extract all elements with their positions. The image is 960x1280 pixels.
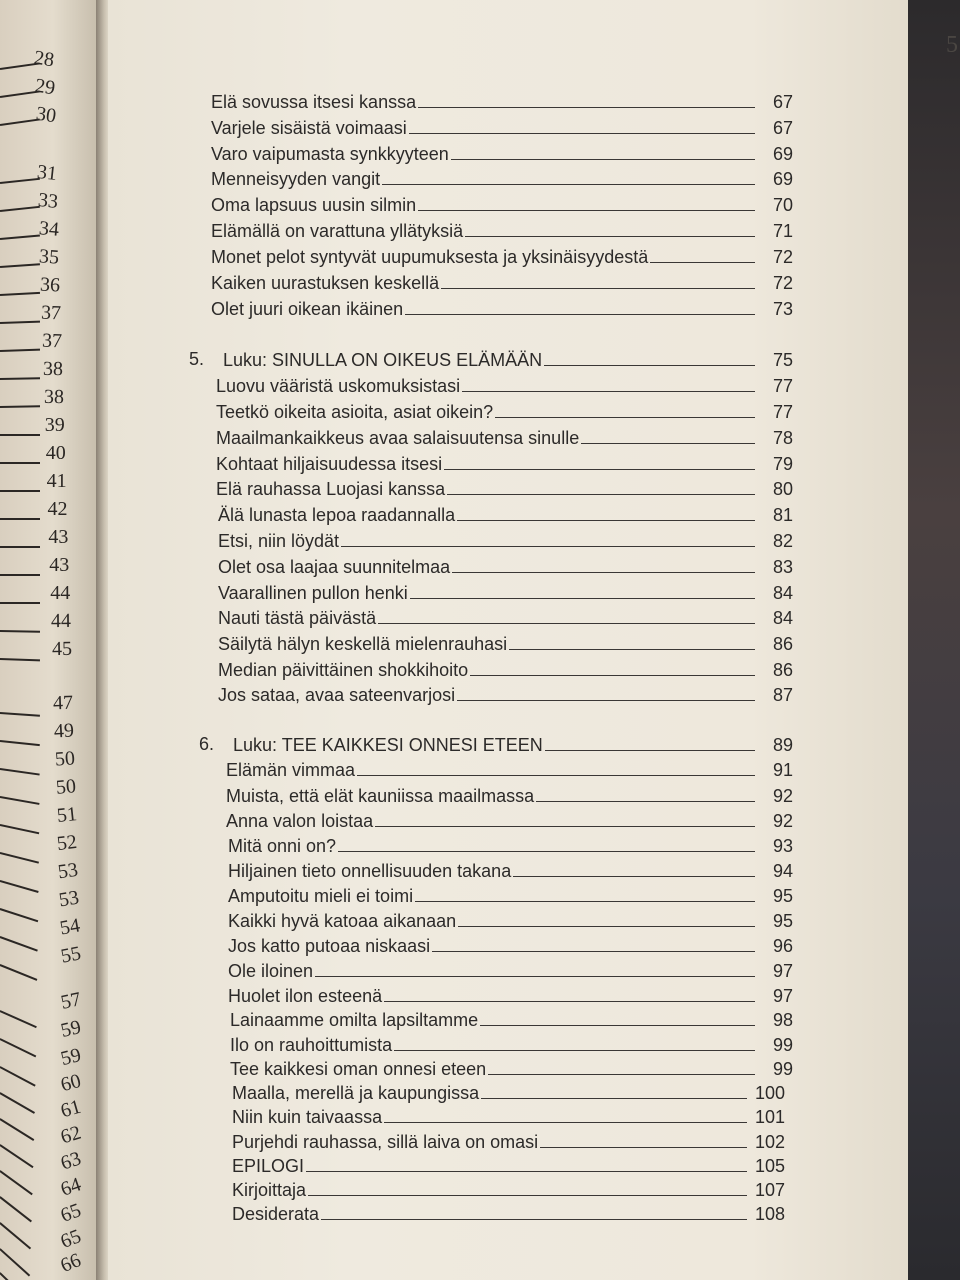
left-page-number: 28 — [32, 46, 56, 72]
leader-line — [415, 901, 755, 902]
toc-entry — [218, 525, 793, 551]
entry-page-number: 77 — [772, 376, 793, 396]
left-leader-line — [0, 321, 40, 324]
entry-page-number: 108 — [755, 1204, 786, 1224]
leader-line — [545, 750, 755, 751]
toc-entry — [216, 396, 793, 422]
left-leader-line — [0, 1118, 34, 1140]
left-page-number: 33 — [36, 189, 59, 213]
entry-page-number: 99 — [772, 1035, 793, 1055]
toc-entry — [211, 293, 793, 319]
left-leader-line — [0, 712, 40, 716]
left-page-number: 59 — [58, 1016, 84, 1042]
toc-entry — [232, 1198, 785, 1224]
entry-title: Elämän vimmaa — [226, 760, 356, 780]
leader-line — [341, 546, 755, 547]
left-leader-line — [0, 292, 40, 296]
entry-page-number: 82 — [772, 531, 793, 551]
entry-title: Kaikki hyvä katoaa aikanaan — [228, 911, 457, 931]
entry-page-number: 98 — [772, 1010, 793, 1030]
toc-entry — [211, 267, 793, 293]
entry-title: Jos sataa, avaa sateenvarjosi — [218, 685, 456, 705]
leader-line — [315, 976, 755, 977]
toc-chapter-entry — [189, 344, 793, 370]
toc-entry — [228, 980, 793, 1006]
left-leader-line — [0, 1144, 34, 1168]
left-leader-line — [0, 936, 38, 951]
leader-line — [513, 876, 755, 877]
entry-title: Amputoitu mieli ei toimi — [228, 886, 414, 906]
left-page-number: 51 — [55, 803, 78, 827]
leader-line — [357, 775, 755, 776]
left-page-number: 53 — [57, 886, 81, 912]
entry-title: Vaarallinen pullon henki — [218, 583, 408, 603]
entry-page-number: 102 — [755, 1132, 786, 1152]
left-leader-line — [0, 1170, 33, 1195]
leader-line — [544, 365, 755, 366]
entry-title: EPILOGI — [232, 1156, 305, 1176]
left-leader-line — [0, 658, 40, 661]
entry-page-number: 67 — [772, 92, 793, 112]
toc-entry — [226, 805, 793, 831]
left-leader-line — [0, 178, 40, 184]
left-page-number: 59 — [58, 1043, 84, 1071]
toc-entry — [228, 830, 793, 856]
toc-entry — [216, 448, 793, 474]
left-leader-line — [0, 824, 39, 834]
entry-page-number: 70 — [772, 195, 793, 215]
leader-line — [306, 1171, 747, 1172]
entry-title: Kirjoittaja — [232, 1180, 307, 1200]
left-leader-line — [0, 908, 38, 922]
toc-entry — [230, 1004, 793, 1030]
left-page-number: 35 — [38, 245, 61, 269]
toc-entry — [230, 1029, 793, 1055]
entry-title: Ole iloinen — [228, 961, 314, 981]
left-leader-line — [0, 1092, 35, 1113]
entry-title: Elä sovussa itsesi kanssa — [211, 92, 417, 112]
entry-page-number: 92 — [772, 786, 793, 806]
entry-title: Purjehdi rauhassa, sillä laiva on omasi — [232, 1132, 539, 1152]
toc-entry — [226, 754, 793, 780]
leader-line — [405, 314, 755, 315]
entry-page-number: 79 — [772, 454, 793, 474]
left-page-number: 38 — [42, 357, 64, 381]
entry-title: Menneisyyden vangit — [211, 169, 381, 189]
entry-page-number: 96 — [772, 936, 793, 956]
toc-entry — [232, 1174, 785, 1200]
entry-title: Etsi, niin löydät — [218, 531, 340, 551]
leader-line — [321, 1219, 747, 1220]
leader-line — [581, 443, 755, 444]
entry-title: Elä rauhassa Luojasi kanssa — [216, 479, 446, 499]
entry-page-number: 81 — [772, 505, 793, 525]
leader-line — [540, 1147, 747, 1148]
left-leader-line — [0, 462, 40, 464]
entry-page-number: 87 — [772, 685, 793, 705]
toc-entry — [226, 780, 793, 806]
left-leader-line — [0, 574, 40, 576]
entry-title: Tee kaikkesi oman onnesi eteen — [230, 1059, 487, 1079]
leader-line — [458, 926, 755, 927]
entry-title: Maalla, merellä ja kaupungissa — [232, 1083, 480, 1103]
leader-line — [432, 951, 755, 952]
left-page-number: 29 — [33, 74, 57, 100]
left-page-number: 42 — [47, 498, 68, 520]
leader-line — [308, 1195, 747, 1196]
toc-entry — [216, 473, 793, 499]
leader-line — [495, 417, 755, 418]
left-leader-line — [0, 740, 40, 746]
left-leader-line — [0, 206, 40, 212]
left-leader-line — [0, 518, 40, 520]
left-page-number: 55 — [58, 942, 83, 968]
leader-line — [384, 1122, 747, 1123]
leader-line — [418, 107, 755, 108]
left-page-number: 50 — [53, 747, 76, 771]
left-page-number: 38 — [43, 385, 65, 409]
left-page-number: 43 — [49, 554, 70, 576]
toc-entry — [218, 602, 793, 628]
leader-line — [447, 494, 755, 495]
toc-entry — [232, 1077, 785, 1103]
entry-page-number: 99 — [772, 1059, 793, 1079]
left-page-number: 60 — [58, 1069, 84, 1097]
entry-page-number: 91 — [772, 760, 793, 780]
chapter-number: 5. — [189, 349, 205, 369]
left-page-number: 37 — [41, 329, 63, 353]
leader-line — [394, 1050, 755, 1051]
left-page-number: 39 — [44, 414, 65, 436]
left-leader-line — [0, 490, 40, 492]
toc-entry — [218, 577, 793, 603]
left-leader-line — [0, 796, 40, 804]
leader-line — [480, 1025, 755, 1026]
entry-title: Hiljainen tieto onnellisuuden takana — [228, 861, 512, 881]
leader-line — [470, 675, 755, 676]
entry-page-number: 71 — [772, 221, 793, 241]
entry-title: Huolet ilon esteenä — [228, 986, 383, 1006]
leader-line — [375, 826, 755, 827]
entry-page-number: 75 — [772, 350, 793, 370]
entry-page-number: 97 — [772, 961, 793, 981]
leader-line — [410, 598, 755, 599]
left-page-number: 54 — [58, 914, 82, 940]
left-page-number: 65 — [57, 1199, 84, 1227]
entry-title: Lainaamme omilta lapsiltamme — [230, 1010, 479, 1030]
left-page-number: 63 — [57, 1147, 84, 1175]
entry-page-number: 86 — [772, 634, 793, 654]
toc-entry — [216, 422, 793, 448]
left-page-number: 65 — [57, 1225, 85, 1253]
leader-line — [481, 1098, 747, 1099]
entry-title: Median päivittäinen shokkihoito — [218, 660, 469, 680]
entry-title: Kaiken uurastuksen keskellä — [211, 273, 440, 293]
leader-line — [338, 851, 755, 852]
left-leader-line — [0, 1010, 37, 1028]
toc-entry — [230, 1053, 793, 1079]
leader-line — [378, 623, 755, 624]
entry-page-number: 101 — [755, 1107, 786, 1127]
leader-line — [457, 520, 755, 521]
left-leader-line — [0, 405, 40, 407]
left-page-number: 64 — [57, 1173, 84, 1201]
entry-title: Muista, että elät kauniissa maailmassa — [226, 786, 535, 806]
toc-entry — [218, 628, 793, 654]
entry-title: Jos katto putoaa niskaasi — [228, 936, 431, 956]
leader-line — [444, 469, 755, 470]
entry-page-number: 89 — [772, 735, 793, 755]
left-page-number: 47 — [52, 691, 74, 715]
left-leader-line — [0, 263, 40, 267]
toc-entry — [216, 370, 793, 396]
entry-page-number: 80 — [772, 479, 793, 499]
left-leader-line — [0, 235, 40, 240]
left-page-number: 45 — [51, 637, 73, 661]
left-page-number: 53 — [56, 858, 80, 884]
toc-entry — [211, 163, 793, 189]
toc-entry — [218, 654, 793, 680]
toc-entry — [211, 241, 793, 267]
leader-line — [384, 1001, 755, 1002]
chapter-number: 6. — [199, 734, 215, 754]
toc-entry — [232, 1126, 785, 1152]
entry-title: Säilytä hälyn keskellä mielenrauhasi — [218, 634, 508, 654]
left-leader-line — [0, 768, 40, 775]
toc-entry — [211, 138, 793, 164]
toc-entry — [218, 551, 793, 577]
entry-page-number: 78 — [772, 428, 793, 448]
toc-entry — [228, 930, 793, 956]
left-leader-line — [0, 1222, 31, 1249]
entry-page-number: 86 — [772, 660, 793, 680]
left-leader-line — [0, 1066, 36, 1086]
leader-line — [457, 700, 755, 701]
entry-page-number: 93 — [772, 836, 793, 856]
leader-line — [452, 572, 755, 573]
entry-page-number: 67 — [772, 118, 793, 138]
left-page-number: 44 — [50, 609, 72, 633]
toc-chapter-entry — [199, 729, 793, 755]
entry-page-number: 95 — [772, 886, 793, 906]
entry-title: Nauti tästä päivästä — [218, 608, 377, 628]
leader-line — [409, 133, 755, 134]
entry-title: Luku: TEE KAIKKESI ONNESI ETEEN — [233, 735, 543, 755]
toc-entry — [218, 499, 793, 525]
toc-entry — [232, 1150, 785, 1176]
entry-title: Ilo on rauhoittumista — [230, 1035, 393, 1055]
leader-line — [509, 649, 755, 650]
left-leader-line — [0, 1038, 36, 1057]
leader-line — [462, 391, 755, 392]
left-page-number: 57 — [58, 988, 83, 1014]
left-page-number: 61 — [58, 1095, 84, 1123]
left-page-number: 34 — [37, 217, 60, 241]
entry-page-number: 100 — [755, 1083, 786, 1103]
toc-entry — [211, 112, 793, 138]
entry-page-number: 69 — [772, 144, 793, 164]
leader-line — [382, 184, 755, 185]
entry-title: Luovu vääristä uskomuksistasi — [216, 376, 461, 396]
entry-title: Desiderata — [232, 1204, 320, 1224]
toc-entry — [218, 679, 793, 705]
left-page — [0, 0, 96, 1280]
leader-line — [441, 288, 755, 289]
entry-title: Monet pelot syntyvät uupumuksesta ja yksinäisyydestä — [211, 247, 649, 267]
left-page-number: 31 — [35, 161, 58, 185]
left-leader-line — [0, 1272, 29, 1280]
leader-line — [488, 1074, 755, 1075]
leader-line — [451, 159, 755, 160]
entry-page-number: 72 — [772, 247, 793, 267]
left-page-number: 36 — [39, 273, 61, 297]
left-leader-line — [0, 349, 40, 352]
right-page — [108, 0, 958, 1280]
entry-title: Luku: SINULLA ON OIKEUS ELÄMÄÄN — [223, 350, 543, 370]
entry-page-number: 94 — [772, 861, 793, 881]
leader-line — [418, 210, 755, 211]
left-page-number: 40 — [45, 442, 66, 464]
left-leader-line — [0, 1248, 30, 1276]
entry-title: Teetkö oikeita asioita, asiat oikein? — [216, 402, 494, 422]
entry-page-number: 97 — [772, 986, 793, 1006]
toc-entry — [211, 189, 793, 215]
left-page-number: 30 — [34, 102, 58, 128]
left-page-number: 52 — [56, 830, 79, 856]
left-page-number: 41 — [46, 470, 67, 492]
entry-page-number: 92 — [772, 811, 793, 831]
entry-title: Älä lunasta lepoa raadannalla — [218, 505, 456, 525]
entry-page-number: 77 — [772, 402, 793, 422]
toc-entry — [228, 955, 793, 981]
entry-title: Varo vaipumasta synkkyyteen — [211, 144, 449, 164]
left-leader-line — [0, 852, 39, 863]
leader-line — [650, 262, 755, 263]
entry-title: Anna valon loistaa — [226, 811, 374, 831]
toc-entry — [211, 215, 793, 241]
entry-page-number: 84 — [772, 608, 793, 628]
entry-page-number: 107 — [755, 1180, 786, 1200]
left-page-number: 37 — [40, 301, 62, 325]
toc-entry — [228, 855, 793, 881]
entry-page-number: 69 — [772, 169, 793, 189]
left-leader-line — [0, 1196, 32, 1222]
background-fabric — [900, 0, 960, 1280]
toc-entry — [211, 86, 793, 112]
left-leader-line — [0, 630, 40, 632]
entry-page-number: 95 — [772, 911, 793, 931]
left-page-number: 49 — [53, 719, 75, 743]
page-number: 5 — [946, 32, 958, 58]
entry-title: Niin kuin taivaassa — [232, 1107, 383, 1127]
left-leader-line — [0, 434, 40, 436]
left-leader-line — [0, 546, 40, 548]
left-page-number: 43 — [48, 526, 69, 548]
entry-page-number: 72 — [772, 273, 793, 293]
left-page-number: 66 — [57, 1249, 85, 1277]
left-page-number: 44 — [50, 582, 71, 604]
toc-entry — [228, 880, 793, 906]
leader-line — [465, 236, 755, 237]
left-leader-line — [0, 377, 40, 379]
entry-page-number: 73 — [772, 299, 793, 319]
entry-page-number: 84 — [772, 583, 793, 603]
left-leader-line — [0, 964, 37, 980]
left-page-number: 50 — [54, 775, 77, 799]
left-leader-line — [0, 880, 39, 892]
toc-entry — [228, 905, 793, 931]
entry-title: Oma lapsuus uusin silmin — [211, 195, 417, 215]
entry-title: Mitä onni on? — [228, 836, 337, 856]
left-page-number: 62 — [58, 1121, 84, 1149]
entry-title: Elämällä on varattuna yllätyksiä — [211, 221, 464, 241]
entry-title: Maailmankaikkeus avaa salaisuutensa sinulle — [216, 428, 580, 448]
entry-page-number: 83 — [772, 557, 793, 577]
entry-title: Olet juuri oikean ikäinen — [211, 299, 404, 319]
toc-entry — [232, 1101, 785, 1127]
entry-title: Olet osa laajaa suunnitelmaa — [218, 557, 451, 577]
entry-title: Kohtaat hiljaisuudessa itsesi — [216, 454, 443, 474]
entry-title: Varjele sisäistä voimaasi — [211, 118, 407, 138]
left-leader-line — [0, 602, 40, 604]
entry-page-number: 105 — [755, 1156, 786, 1176]
leader-line — [536, 801, 755, 802]
